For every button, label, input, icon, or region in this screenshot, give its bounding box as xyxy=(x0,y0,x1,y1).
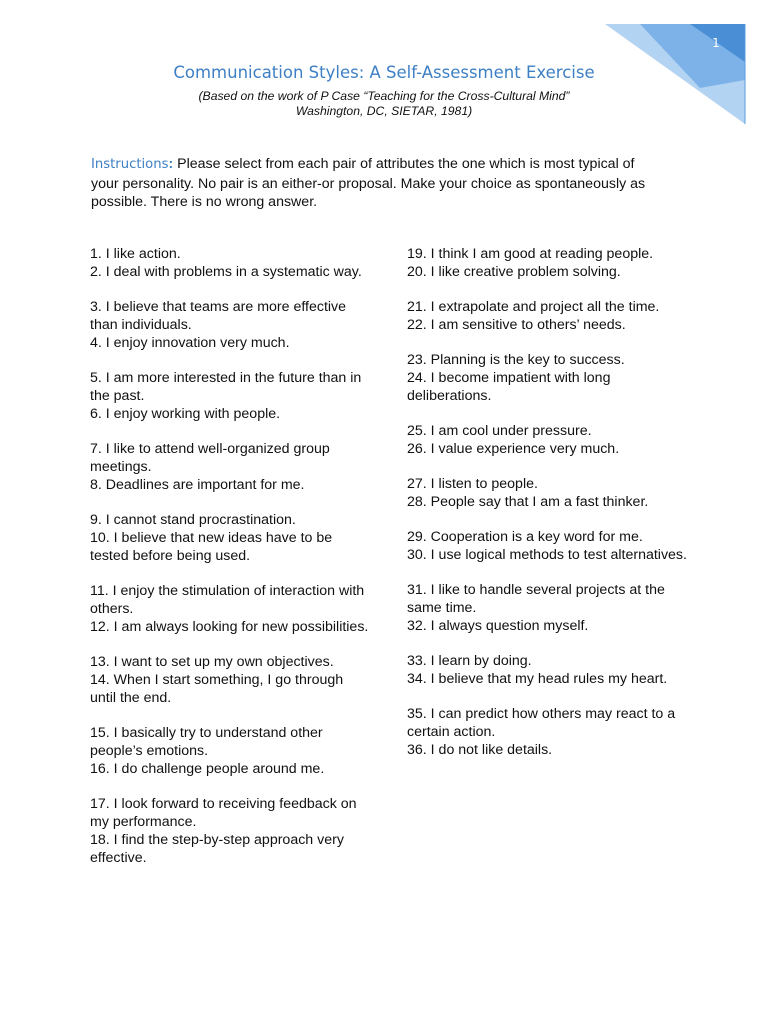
attribute-item: 13. I want to set up my own objectives. xyxy=(90,654,334,670)
instructions-paragraph xyxy=(91,155,651,212)
attribute-item: 19. I think I am good at reading people. xyxy=(407,246,654,262)
left-column xyxy=(90,245,372,884)
instructions-label: Instructions xyxy=(91,157,169,172)
attribute-pair xyxy=(407,245,697,281)
attribute-item: 15. I basically try to understand other people’s emotions. xyxy=(90,725,323,759)
subtitle-line-1: (Based on the work of P Case “Teaching for the Cross-Cultural Mind” xyxy=(198,89,570,103)
attribute-item: 6. I enjoy working with people. xyxy=(90,406,281,422)
attribute-pair xyxy=(407,652,697,688)
attribute-item: 4. I enjoy innovation very much. xyxy=(90,335,290,351)
attribute-item: 2. I deal with problems in a systematic way. xyxy=(90,264,362,280)
attribute-item: 7. I like to attend well-organized group meetings. xyxy=(90,441,330,475)
document-subtitle xyxy=(0,89,768,119)
attribute-pair xyxy=(407,475,697,511)
page-number: 1 xyxy=(712,36,720,50)
attribute-pair xyxy=(90,653,372,707)
attribute-item: 32. I always question myself. xyxy=(407,618,589,634)
subtitle-line-2: Washington, DC, SIETAR, 1981) xyxy=(295,104,473,118)
attribute-item: 9. I cannot stand procrastination. xyxy=(90,512,296,528)
attribute-item: 28. People say that I am a fast thinker. xyxy=(407,494,649,510)
attribute-pair xyxy=(407,351,697,405)
attribute-item: 36. I do not like details. xyxy=(407,742,553,758)
attribute-pair xyxy=(407,422,697,458)
attribute-pair xyxy=(90,511,372,565)
attribute-item: 23. Planning is the key to success. xyxy=(407,352,625,368)
attribute-pair xyxy=(90,724,372,778)
attribute-item: 26. I value experience very much. xyxy=(407,441,620,457)
attribute-item: 5. I am more interested in the future than in the past. xyxy=(90,370,362,404)
attribute-pair xyxy=(90,369,372,423)
attribute-item: 14. When I start something, I go through until the end. xyxy=(90,672,344,706)
attribute-item: 25. I am cool under pressure. xyxy=(407,423,592,439)
attribute-item: 16. I do challenge people around me. xyxy=(90,761,325,777)
attribute-pair xyxy=(407,705,697,759)
attribute-item: 17. I look forward to receiving feedback on my performance. xyxy=(90,796,357,830)
attribute-pair xyxy=(90,298,372,352)
attribute-item: 8. Deadlines are important for me. xyxy=(90,477,305,493)
attribute-item: 31. I like to handle several projects at the same time. xyxy=(407,582,665,616)
attribute-pair xyxy=(90,440,372,494)
attribute-item: 27. I listen to people. xyxy=(407,476,538,492)
attribute-item: 29. Cooperation is a key word for me. xyxy=(407,529,643,545)
instructions-text: Please select from each pair of attributes the one which is most typical of your personality. No pair is an either-or proposal. Make your choice as spontaneously as possible. There is no wrong answer. xyxy=(91,156,646,210)
attribute-item: 21. I extrapolate and project all the time. xyxy=(407,299,660,315)
attribute-item: 20. I like creative problem solving. xyxy=(407,264,621,280)
document-title: Communication Styles: A Self-Assessment Exercise xyxy=(173,63,595,82)
attribute-item: 22. I am sensitive to others’ needs. xyxy=(407,317,626,333)
attribute-item: 12. I am always looking for new possibilities. xyxy=(90,619,369,635)
attribute-item: 34. I believe that my head rules my heart. xyxy=(407,671,668,687)
attribute-item: 11. I enjoy the stimulation of interaction with others. xyxy=(90,583,365,617)
attribute-item: 18. I find the step-by-step approach very effective. xyxy=(90,832,344,866)
attribute-pair xyxy=(407,581,697,635)
attribute-item: 3. I believe that teams are more effective than individuals. xyxy=(90,299,347,333)
attribute-item: 35. I can predict how others may react to a certain action. xyxy=(407,706,676,740)
instructions-colon: : xyxy=(168,156,174,172)
attribute-item: 30. I use logical methods to test alternatives. xyxy=(407,547,687,563)
attribute-pair xyxy=(407,528,697,564)
right-column xyxy=(407,245,697,776)
attribute-item: 33. I learn by doing. xyxy=(407,653,532,669)
attribute-pair xyxy=(90,582,372,636)
attribute-item: 10. I believe that new ideas have to be tested before being used. xyxy=(90,530,333,564)
attribute-item: 24. I become impatient with long deliberations. xyxy=(407,370,611,404)
attribute-pair xyxy=(90,795,372,867)
attribute-pair xyxy=(90,245,372,281)
attribute-item: 1. I like action. xyxy=(90,246,181,262)
attribute-pair xyxy=(407,298,697,334)
